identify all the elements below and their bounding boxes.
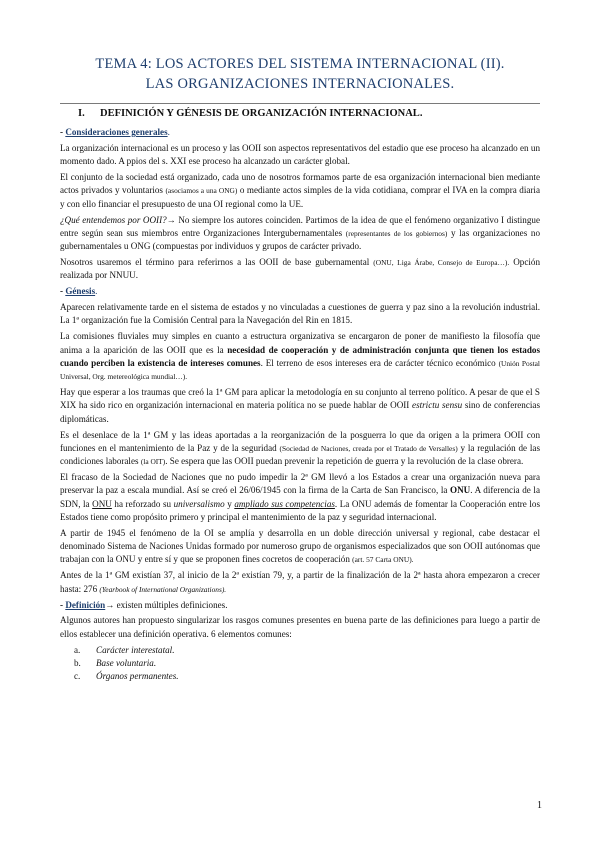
italic-text: estrictu sensu <box>412 400 463 411</box>
text-run: . A diferencia de la SDN, la <box>60 485 540 509</box>
element-list <box>60 644 540 684</box>
subsection-label: Definición <box>65 599 106 610</box>
paragraph <box>60 429 540 469</box>
paragraph: Algunos autores han propuesto singularizar los rasgos comunes presentes en buena parte de las definiciones para luego a partir de ellos establecer una definición operativa. 6 elementos comunes: <box>60 615 540 639</box>
arrow-icon: → <box>166 214 176 225</box>
small-note: (la OIT) <box>140 457 166 467</box>
list-letter: b. <box>74 657 81 668</box>
text-run: ha reforzado su <box>111 498 174 509</box>
text-run: No siempre los autores coinciden. Partimos de la idea de que el fenómeno organizativo I distingue entre según sean sus miembros entre Organizaciones Intergubernamentales <box>60 214 540 238</box>
subsection-label: Génesis <box>65 286 96 297</box>
paragraph <box>60 256 540 283</box>
small-note: (Yearbook of International Organizations). <box>99 584 227 594</box>
text-run: sino de conferencias diplomáticas. <box>60 400 540 424</box>
title-divider <box>60 103 540 104</box>
text-run: o mediante actos simples de la vida cotidiana, comprar el IVA en la compra diaria y con ello financiar el presupuesto de una OI regional como la UE. <box>60 185 540 209</box>
small-note: (Sociedad de Naciones, creada por el Tratado de Versalles) <box>279 443 458 453</box>
text-run: Opción realizada por NNUU. <box>60 257 541 281</box>
paragraph <box>60 569 540 596</box>
page-number: 1 <box>537 800 542 811</box>
list-item-text: Base voluntaria. <box>96 657 157 668</box>
bold-text: ONU <box>450 485 471 496</box>
bullet-dash: - <box>60 599 66 610</box>
text-run: La comisiones fluviales muy simples en cuanto a estructura organizativa se encargaron de poner de manifiesto la filosofía que anima a la aparición de las OOII que es la <box>60 331 540 355</box>
list-item <box>74 657 540 670</box>
text-run: y <box>224 498 235 509</box>
list-item-text: Órganos permanentes. <box>96 671 179 682</box>
subsection-label: Consideraciones generales <box>65 127 168 137</box>
paragraph: Aparecen relativamente tarde en el sistema de estados y no vinculadas a cuestiones de guerra y paz sino a la revolución industrial. La 1ª organización fue la Comisión Central para la Navegación del Rin en 1815. <box>60 302 540 326</box>
text-run: El conjunto de la sociedad está organizado, cada uno de nosotros formamos parte de esa organización internacional bien mediante actos privados y voluntarios <box>60 172 540 196</box>
paragraph: La organización internacional es un proceso y las OOII son aspectos representativos del estadio que ese proceso ha alcanzado en un momento dado. A ppios del s. XXI ese proceso ha alcanzado un carácter global. <box>60 142 540 167</box>
small-note: (representantes de los gobiernos) <box>345 228 448 238</box>
subsection-genesis-heading <box>60 285 540 298</box>
paragraph <box>60 471 540 524</box>
bold-text: necesidad de cooperación y de administración conjunta que tienen los estados cuando perciben la existencia de intereses comunes <box>60 344 541 368</box>
paragraph <box>60 171 540 211</box>
small-note: (art. 57 Carta ONU). <box>352 555 414 565</box>
text-run: El fracaso de la Sociedad de Naciones que no pudo impedir la 2ª GM llevó a los Estados a crear una organización nueva para preservar la paz a escala mundial. Así se creó el 26/06/1945 con la firma de la Carta de San Francisco, la <box>60 472 540 496</box>
text-run: y las organizaciones no gubernamentales u ONG (compuestas por individuos y grupos de carácter privado. <box>60 227 540 252</box>
bullet-dash: - <box>60 286 66 297</box>
text-run: existen múltiples definiciones. <box>114 599 228 610</box>
text-run: Antes de la 1ª GM existían 37, al inicio de la 2ª existían 79, y, a partir de la finalización de la 2ª hasta ahora empezaron a crecer hasta: 276 <box>60 570 540 594</box>
label-end: . <box>95 286 98 297</box>
text-run: Nosotros usaremos el término para referirnos a las OOII de base gubernamental <box>60 257 374 268</box>
text-run: . Se espera que las OOII puedan prevenir la repetición de guerra y la revolución de la clase obrera. <box>165 456 524 467</box>
list-letter: c. <box>74 671 81 682</box>
label-end: . <box>167 127 170 137</box>
text-run: Es el desenlace de la 1ª GM y las ideas aportadas a la reorganización de la posguerra lo que da origen a la primera OOII con funciones en el mantenimiento de la Paz y de la seguridad <box>60 429 540 453</box>
text-run: A partir de 1945 el fenómeno de la OI se amplía y desarrolla en un doble dirección universal y regional, cabe destacar el denominado Sistema de Naciones Unidas formado por numeroso grupo de organismos especializados que son OOII autónomas que trabajan con la ONU y entre sí y que se proponen fines cocretos de cooperación <box>60 527 540 565</box>
subsection-definicion-heading <box>60 599 540 612</box>
subsection-consideraciones-heading <box>60 126 540 139</box>
small-note: (ONU, Liga Árabe, Consejo de Europa…). <box>373 258 510 268</box>
list-item <box>74 670 540 683</box>
document-title-line-2: LAS ORGANIZACIONES INTERNACIONALES. <box>145 76 455 92</box>
section-heading-text: DEFINICIÓN Y GÉNESIS DE ORGANIZACIÓN INTERNACIONAL. <box>100 108 423 119</box>
list-item-text: Carácter interestatal. <box>96 644 175 655</box>
paragraph <box>60 527 540 567</box>
text-run: . El terreno de esos intereses era de carácter técnico económico <box>260 357 499 368</box>
arrow-icon: → <box>105 599 115 610</box>
list-item <box>74 644 540 657</box>
paragraph <box>60 386 540 426</box>
section-heading <box>78 108 422 119</box>
italic-question: ¿Qué entendemos por OOII? <box>60 214 167 225</box>
small-note: (asociamos a una ONG) <box>165 186 238 196</box>
list-letter: a. <box>74 644 81 655</box>
underlined-text: ONU <box>92 498 112 509</box>
bullet-dash: - <box>60 127 66 137</box>
section-number: I. <box>78 108 85 119</box>
text-run: Hay que esperar a los traumas que creó la 1ª GM para aplicar la metodología en su conjunto al terreno político. A pesar de que el S XIX ha sido rico en organización internacional en materia política no se puede hablar de OOII <box>60 387 540 411</box>
text-run: y la regulación de las condiciones laborales <box>60 442 540 467</box>
paragraph <box>60 214 540 254</box>
document-title-line-1: TEMA 4: LOS ACTORES DEL SISTEMA INTERNACIONAL (II). <box>95 56 505 72</box>
document-body <box>60 126 540 683</box>
text-run: . La ONU además de fomentar la Cooperación entre los Estados tiene como propósito primero y principal el mantenimiento de la paz y seguridad internacional. <box>60 498 540 522</box>
small-note: (Unión Postal Universal, Org. metereológica mundial…). <box>60 358 540 382</box>
italic-underlined-text: ampliado sus competencias <box>234 498 335 509</box>
paragraph <box>60 330 540 383</box>
italic-text: universalismo <box>173 498 225 509</box>
